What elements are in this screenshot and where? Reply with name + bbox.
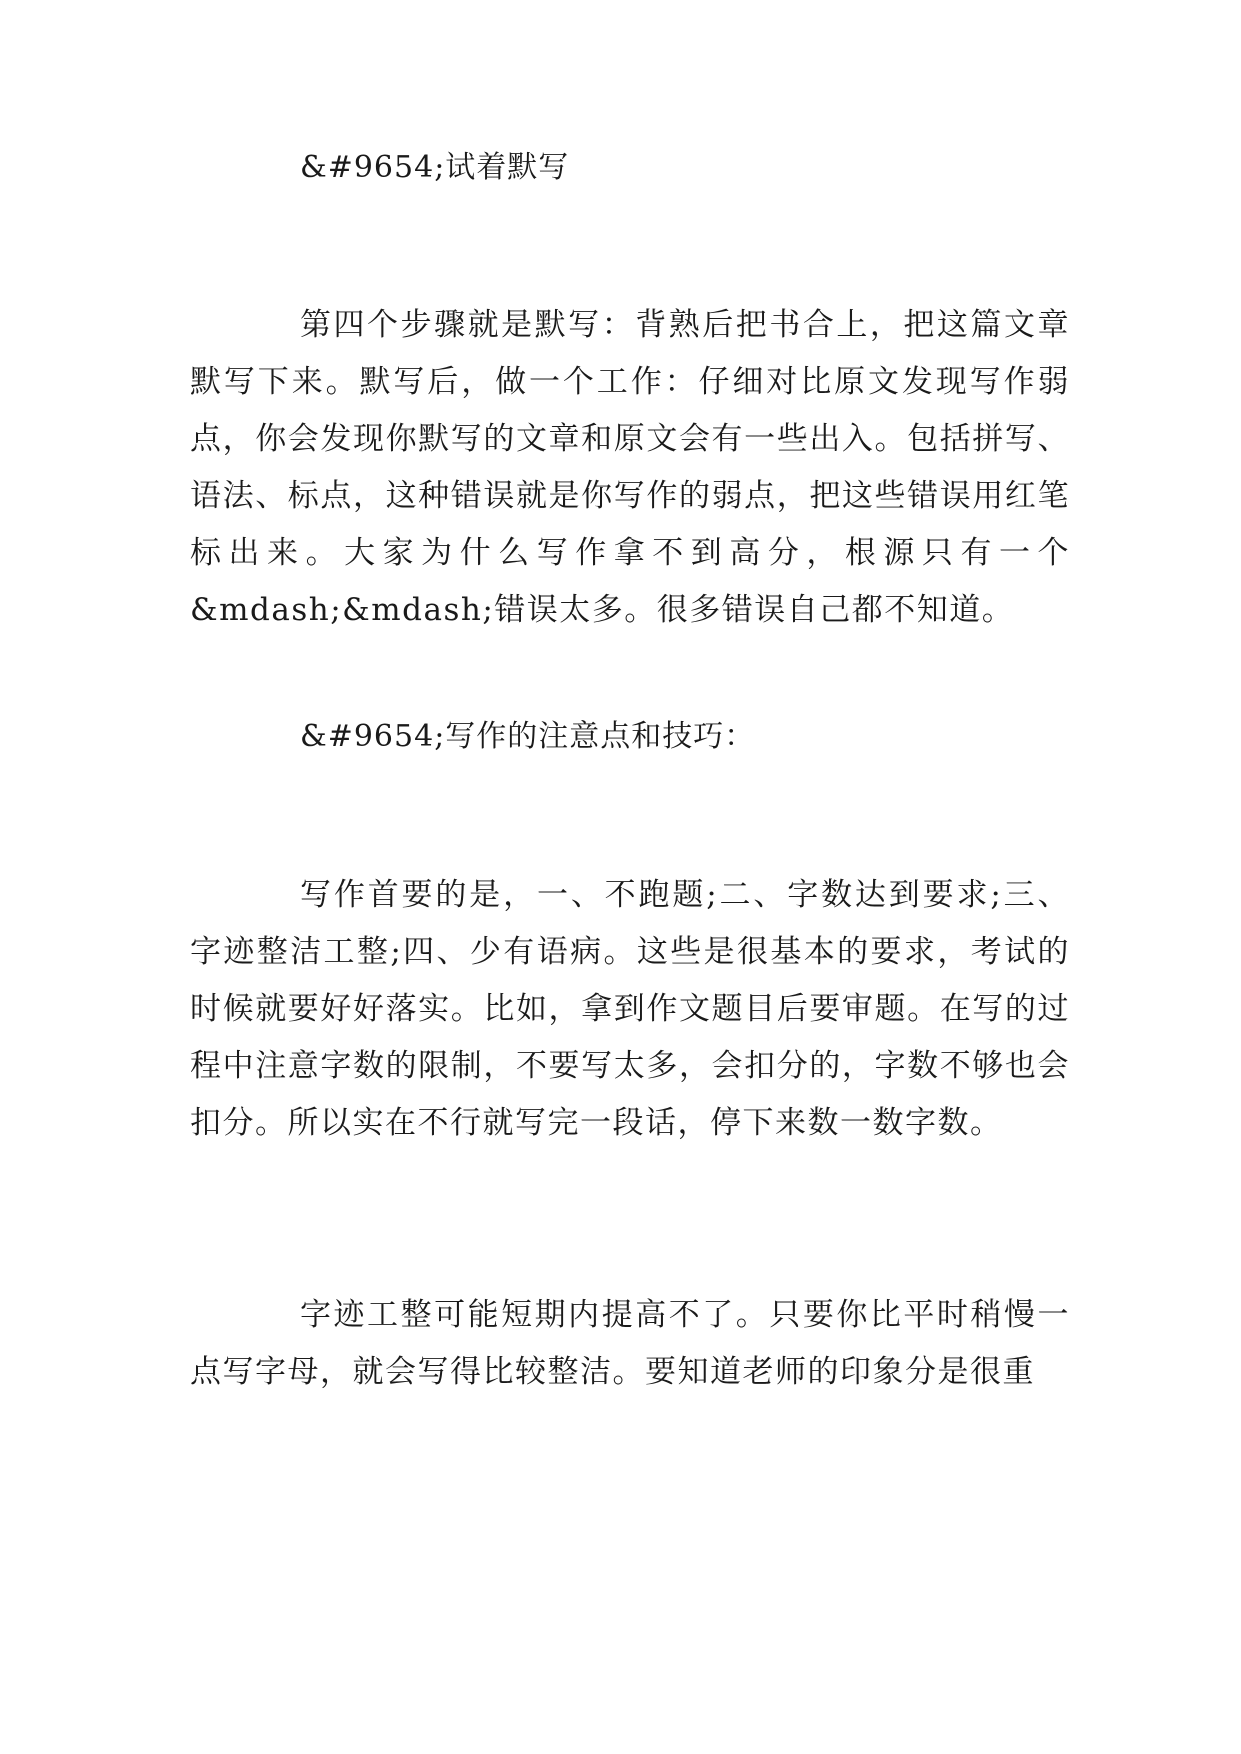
section-heading-dictation: &#9654;试着默写	[300, 150, 570, 185]
paragraph-dictation: 第四个步骤就是默写：背熟后把书合上，把这篇文章默写下来。默写后，做一个工作：仔细对比原文发现写作弱点，你会发现你默写的文章和原文会有一些出入。包括拼写、语法、标点，这种错误就是你写作的弱点，把这些错误用红笔标出来。大家为什么写作拿不到高分，根源只有一个&mdash;&mdash;错误太多。很多错误自己都不知道。	[190, 307, 1070, 628]
section-heading-writing-tips: &#9654;写作的注意点和技巧：	[300, 719, 756, 754]
paragraph-handwriting: 字迹工整可能短期内提高不了。只要你比平时稍慢一点写字母，就会写得比较整洁。要知道老师的印象分是很重	[190, 1297, 1070, 1390]
paragraph-writing-basics: 写作首要的是，一、不跑题;二、字数达到要求;三、字迹整洁工整;四、少有语病。这些是很基本的要求，考试的时候就要好好落实。比如，拿到作文题目后要审题。在写的过程中注意字数的限制，不要写太多，会扣分的，字数不够也会扣分。所以实在不行就写完一段话，停下来数一数字数。	[190, 877, 1070, 1141]
